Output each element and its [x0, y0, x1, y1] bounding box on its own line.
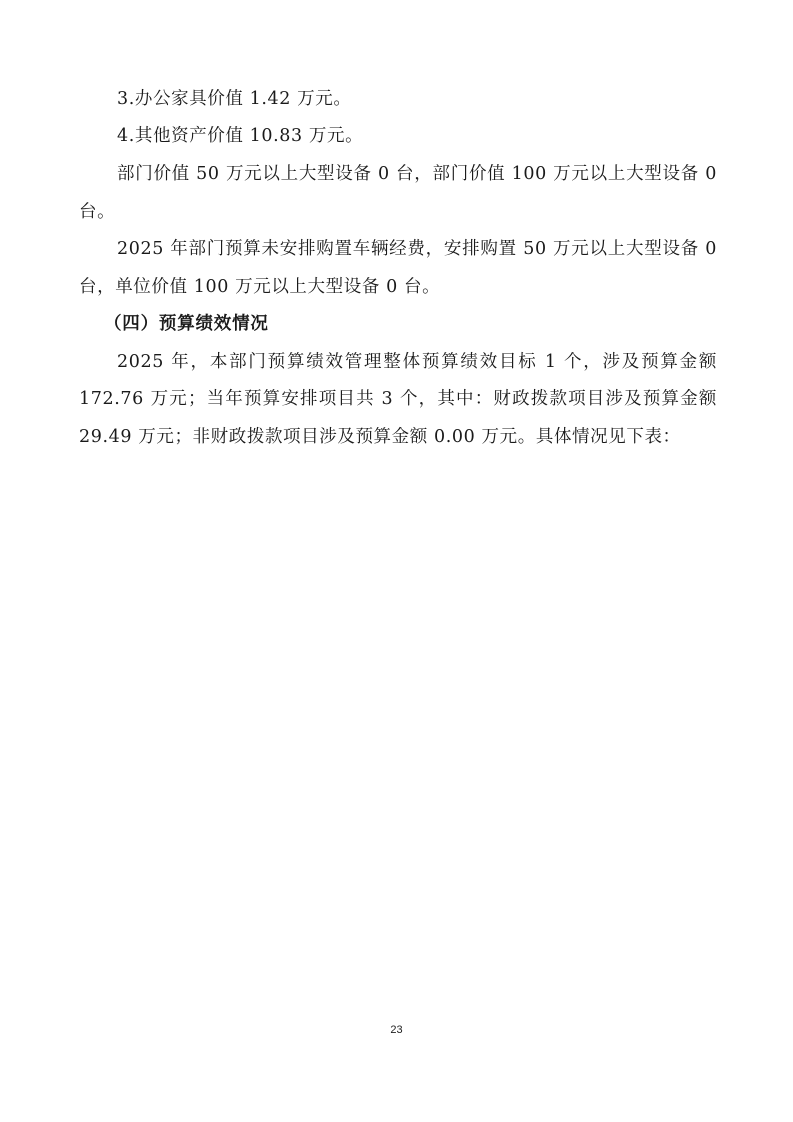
performance-paragraph-line-1: 2025 年，本部门预算绩效管理整体预算绩效目标 1 个，涉及预算金额 — [117, 352, 717, 372]
asset-other-line: 4.其他资产价值 10.83 万元。 — [117, 126, 364, 146]
performance-paragraph-line-2: 172.76 万元；当年预算安排项目共 3 个，其中：财政拨款项目涉及预算金额 — [79, 389, 717, 409]
asset-furniture-line: 3.办公家具价值 1.42 万元。 — [117, 89, 352, 109]
page-number: 23 — [390, 1024, 403, 1036]
performance-paragraph-line-3: 29.49 万元；非财政拨款项目涉及预算金额 0.00 万元。具体情况见下表： — [79, 427, 681, 447]
purchase-plan-line-continued: 台，单位价值 100 万元以上大型设备 0 台。 — [79, 277, 441, 297]
section-heading-performance: （四）预算绩效情况 — [104, 314, 269, 334]
equipment-count-line: 部门价值 50 万元以上大型设备 0 台，部门价值 100 万元以上大型设备 0 — [117, 164, 717, 184]
purchase-plan-line: 2025 年部门预算未安排购置车辆经费，安排购置 50 万元以上大型设备 0 — [117, 239, 717, 259]
equipment-count-line-continued: 台。 — [79, 202, 116, 222]
